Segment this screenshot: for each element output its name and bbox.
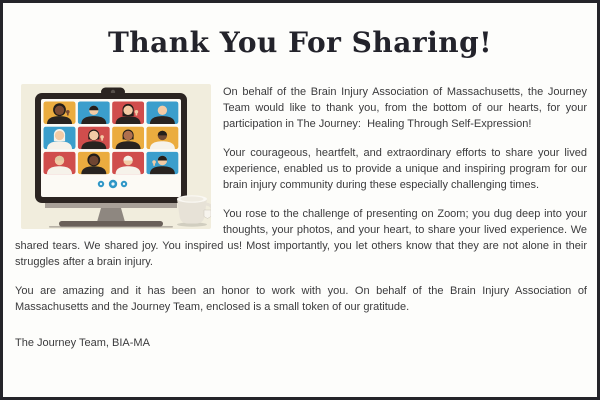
participant-tile bbox=[146, 127, 178, 150]
video-call-illustration bbox=[21, 84, 211, 229]
participant-tile bbox=[146, 102, 178, 125]
participant-tile bbox=[78, 127, 110, 150]
call-controls bbox=[98, 180, 127, 188]
stand-neck bbox=[97, 208, 125, 222]
monitor-bezel bbox=[45, 203, 177, 208]
cup-tea bbox=[181, 196, 204, 201]
participant-tile bbox=[112, 102, 144, 125]
participant-tile bbox=[78, 102, 110, 125]
paragraph-efforts: Your courageous, heartfelt, and extraordinary efforts to share your lived experience, enabled us to provide a unique and inspiring program for our brain injury community during these especially challenging times. bbox=[223, 147, 587, 191]
participant-tile bbox=[112, 152, 144, 175]
teabag-tag bbox=[204, 210, 211, 219]
participant-tile bbox=[44, 127, 76, 150]
card-title: Thank You For Sharing! bbox=[107, 26, 493, 59]
paragraph-zoom: You rose to the challenge of presenting on Zoom; you dug deep into your thoughts, your photos, and your heart, to share your lived experience. We shared tears. We shared joy. You inspired us! Most importantly, you let others know that they are not alone in their struggles after a brain injury. bbox=[15, 208, 587, 268]
card-body bbox=[3, 84, 597, 351]
participant-tile bbox=[78, 152, 110, 175]
participant-tile bbox=[112, 127, 144, 150]
participant-tile bbox=[44, 102, 76, 125]
paragraph-thanks: On behalf of the Brain Injury Association of Massachusetts, the Journey Team would like to thank you, from the bottom of our hearts, for your participation in The Journey: Healing Through Self-Expression! bbox=[223, 86, 587, 130]
stand-shadow bbox=[49, 226, 173, 228]
participant-tile bbox=[44, 152, 76, 175]
participant-tile bbox=[146, 152, 178, 175]
signature: The Journey Team, BIA-MA bbox=[15, 337, 150, 349]
paragraph-gratitude: You are amazing and it has been an honor to work with you. On behalf of the Brain Injury Association of Massachusetts and the Journey Team, enclosed is a small token of our gratitude. bbox=[15, 285, 587, 313]
stand-base bbox=[59, 221, 163, 227]
